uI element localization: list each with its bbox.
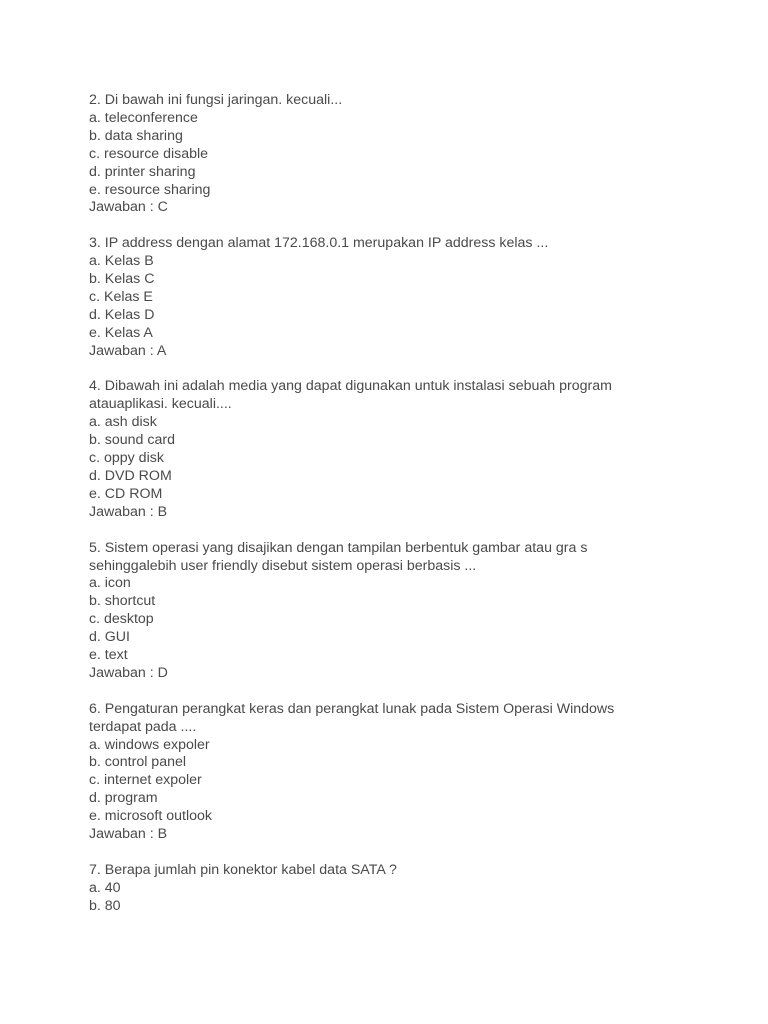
- question-text-line: atauaplikasi. kecuali....: [89, 396, 232, 413]
- question-text-line: 5. Sistem operasi yang disajikan dengan tampilan berbentuk gambar atau gra s: [89, 539, 588, 556]
- option-a: a. teleconference: [89, 109, 198, 126]
- option-b: b. data sharing: [89, 127, 183, 144]
- option-e: e. CD ROM: [89, 485, 163, 502]
- option-d: d. printer sharing: [89, 163, 196, 180]
- question-text: [89, 862, 709, 880]
- option-c: c. internet expoler: [89, 772, 202, 789]
- question-text-line: 3. IP address dengan alamat 172.168.0.1 merupakan IP address kelas ...: [89, 235, 549, 252]
- answer: Jawaban : B: [89, 503, 168, 520]
- option-c: c. desktop: [89, 611, 154, 628]
- option-c: c. Kelas E: [89, 288, 153, 305]
- question-4: [89, 378, 709, 521]
- answer: Jawaban : C: [89, 199, 168, 216]
- question-text: [89, 540, 709, 576]
- option-b: b. Kelas C: [89, 271, 155, 288]
- question-text: [89, 235, 709, 253]
- option-b: b. sound card: [89, 432, 175, 449]
- option-e: e. Kelas A: [89, 324, 153, 341]
- question-7: [89, 862, 709, 916]
- option-a: a. ash disk: [89, 414, 157, 431]
- option-e: e. microsoft outlook: [89, 808, 213, 825]
- option-a: a. Kelas B: [89, 253, 154, 270]
- question-text-line: 6. Pengaturan perangkat keras dan perangkat lunak pada Sistem Operasi Windows: [89, 700, 615, 717]
- answer: Jawaban : A: [89, 342, 167, 359]
- question-5: [89, 540, 709, 683]
- option-c: c. oppy disk: [89, 450, 164, 467]
- question-3: [89, 235, 709, 360]
- option-d: d. DVD ROM: [89, 468, 172, 484]
- question-text-line: 4. Dibawah ini adalah media yang dapat digunakan untuk instalasi sebuah program: [89, 378, 612, 395]
- option-e: e. resource sharing: [89, 181, 211, 198]
- option-c: c. resource disable: [89, 145, 209, 162]
- option-d: d. program: [89, 790, 158, 807]
- question-text: [89, 92, 709, 110]
- question-6: [89, 701, 709, 844]
- answer: Jawaban : D: [89, 664, 168, 681]
- question-text-line: 2. Di bawah ini fungsi jaringan. kecuali...: [89, 92, 343, 108]
- option-b: b. 80: [89, 897, 121, 914]
- option-d: d. GUI: [89, 629, 130, 646]
- option-a: a. windows expoler: [89, 736, 210, 753]
- answer: Jawaban : B: [89, 826, 168, 843]
- option-b: b. shortcut: [89, 593, 156, 610]
- option-e: e. text: [89, 647, 128, 664]
- question-2: [89, 92, 709, 217]
- option-b: b. control panel: [89, 754, 187, 771]
- option-a: a. 40: [89, 879, 121, 896]
- option-a: a. icon: [89, 575, 131, 592]
- question-text-line: sehinggalebih user friendly disebut sistem operasi berbasis ...: [89, 557, 477, 574]
- question-text: [89, 378, 709, 414]
- question-text-line: terdapat pada ....: [89, 718, 197, 735]
- question-text: [89, 701, 709, 737]
- question-text-line: 7. Berapa jumlah pin konektor kabel data SATA ?: [89, 861, 397, 878]
- option-d: d. Kelas D: [89, 306, 155, 323]
- document-page: [89, 92, 709, 934]
